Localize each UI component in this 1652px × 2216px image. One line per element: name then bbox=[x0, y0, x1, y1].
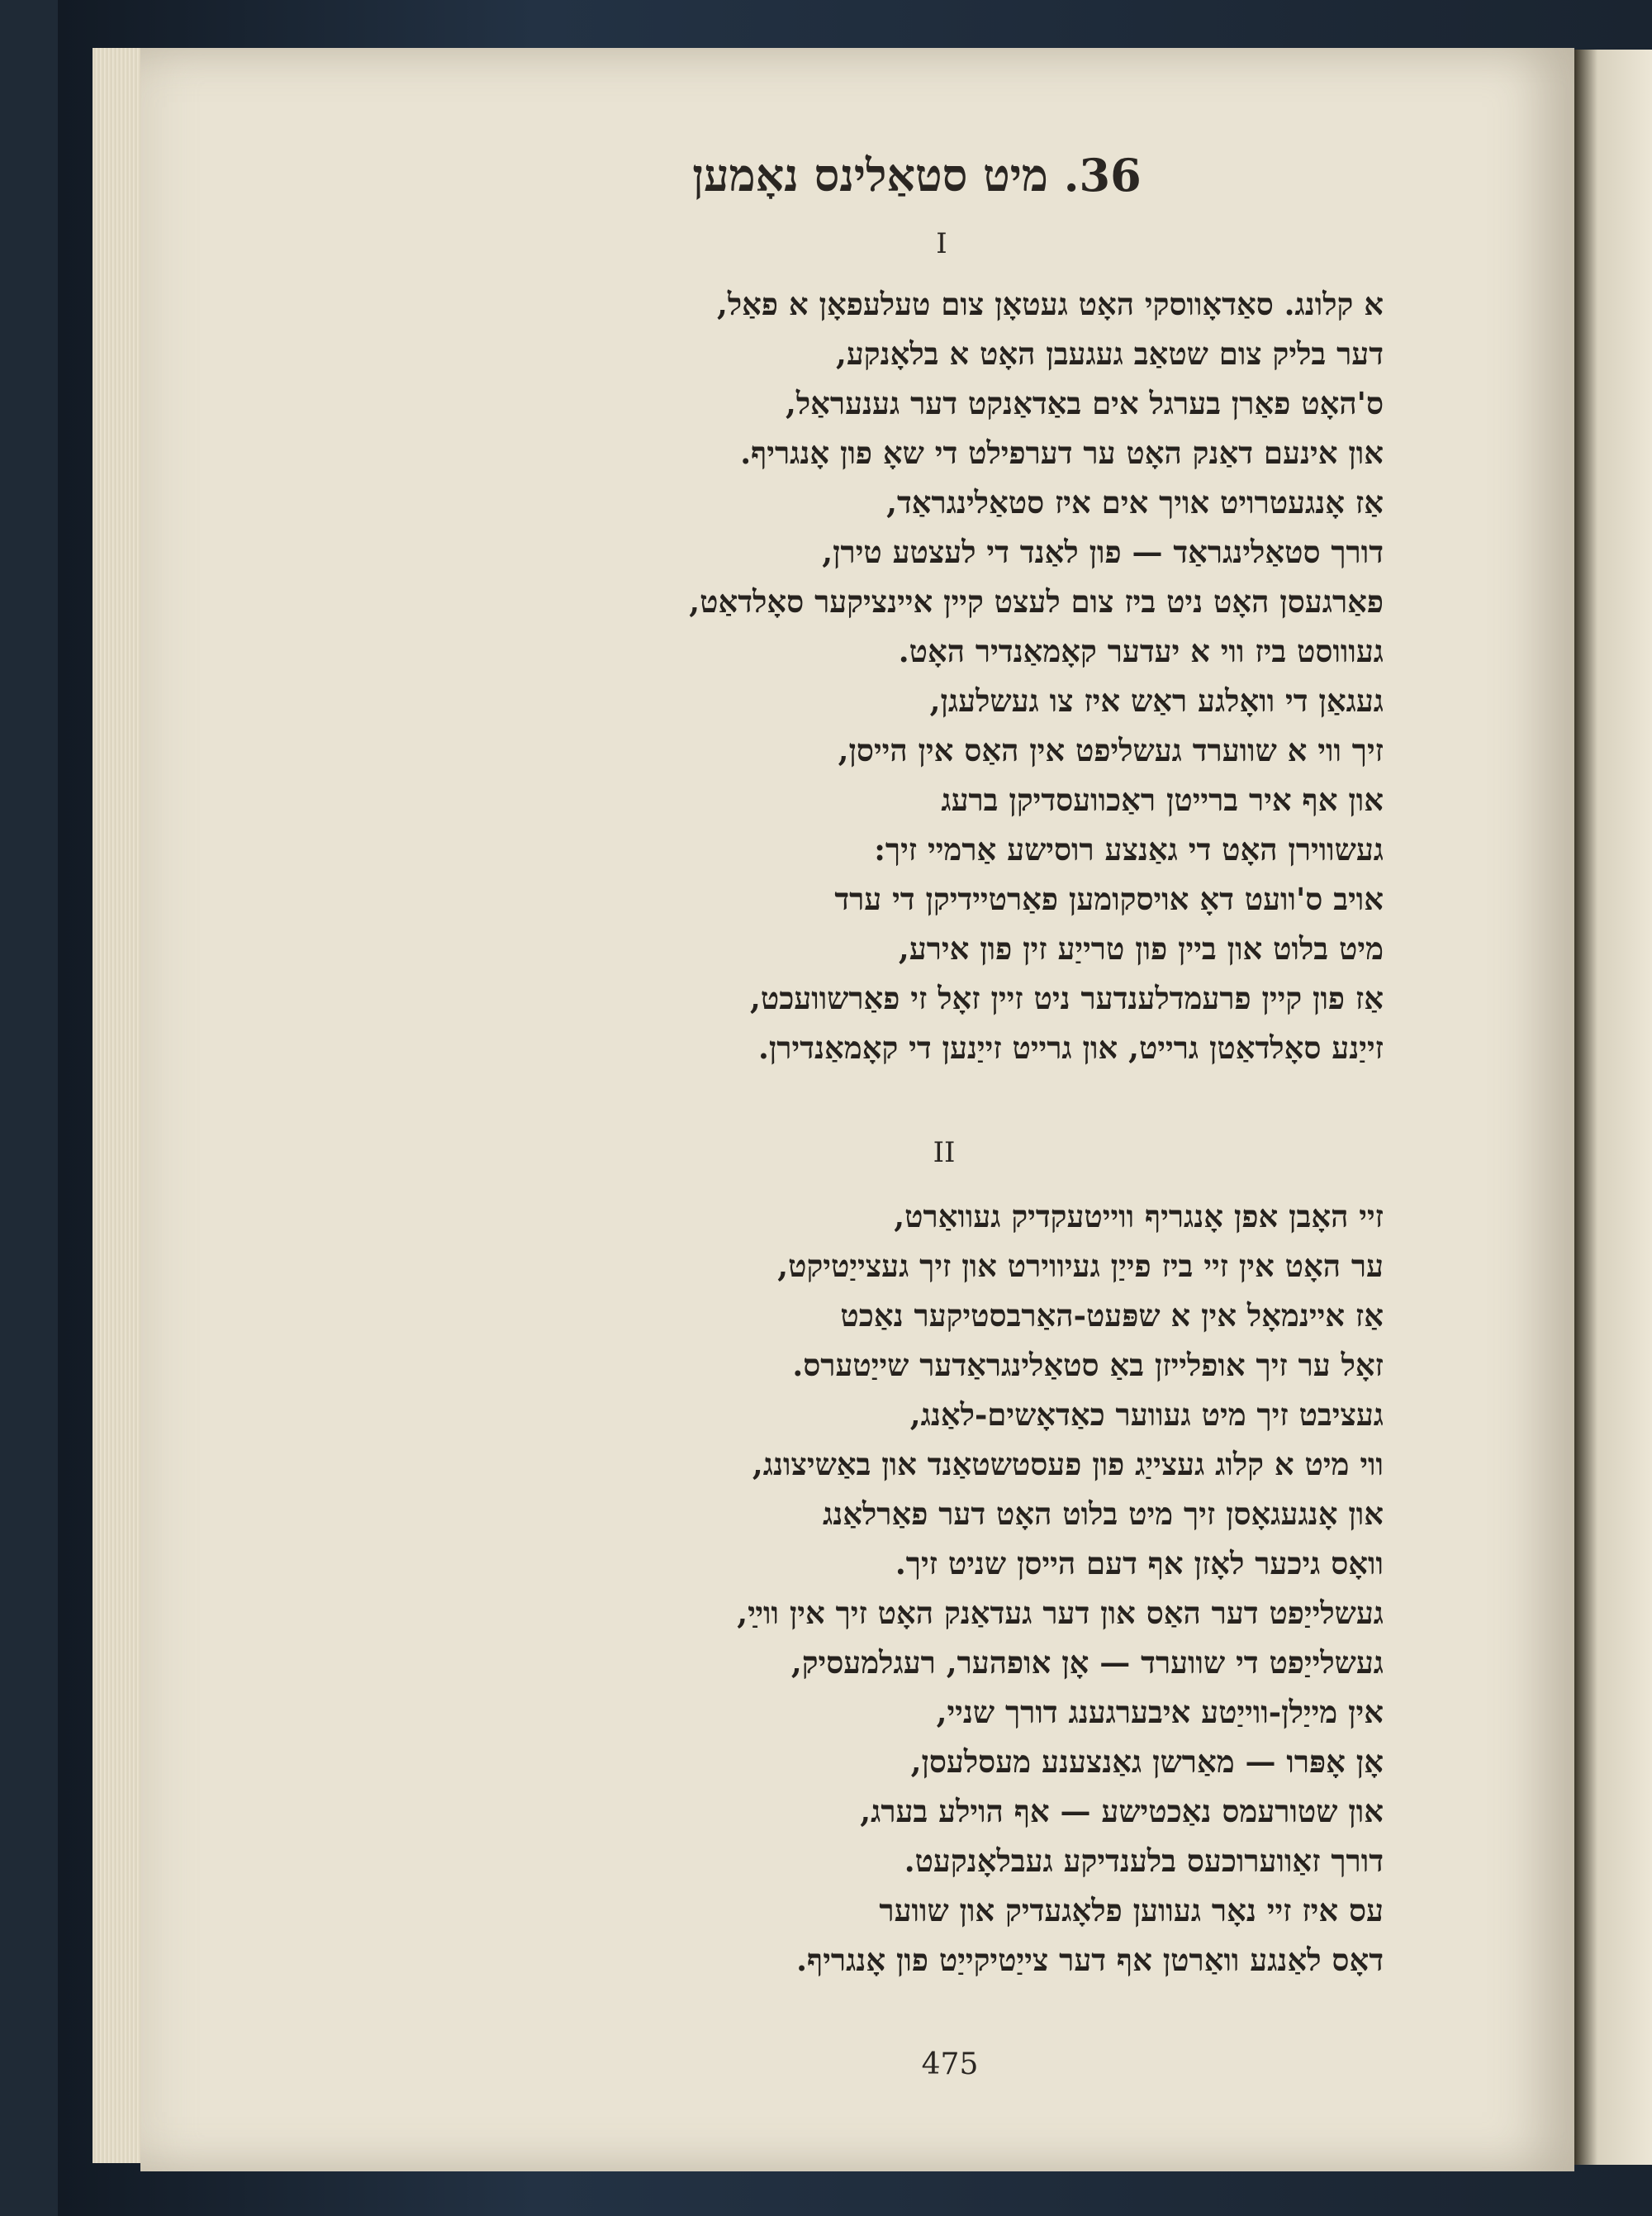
stanza-2 bbox=[463, 1191, 1384, 1985]
poem-line: אַז פון קיין פרעמדלענדער ניט זיין זאָל זי פאַרשוועכט, bbox=[749, 980, 1384, 1016]
poem-line: פאַרגעסן האָט ניט ביז צום לעצט קיין איינציקער סאָלדאַט, bbox=[689, 583, 1384, 620]
stanza-1 bbox=[463, 279, 1384, 1072]
poem-line: וואָס גיכער לאָזן אף דעם הייסן שניט זיך. bbox=[895, 1545, 1384, 1581]
poem-line: א קלונג. סאַדאָווסקי האָט געטאָן צום טעלעפאָן א פאַל, bbox=[716, 286, 1384, 322]
facing-page-edge bbox=[1574, 50, 1652, 2165]
poem-line: זיי האָבן אפן אָנגריף ווייטעקדיק געוואַרט, bbox=[894, 1198, 1384, 1234]
poem-line: דורך סטאַלינגראַד — פון לאַנד די לעצטע טירן, bbox=[822, 534, 1384, 570]
poem-line: געשלייַפט די שווערד — אָן אופהער, רעגלמעסיק, bbox=[790, 1644, 1384, 1681]
poem-line: זייַנע סאָלדאַטן גרייט, און גרייט זייַנען די קאָמאַנדירן. bbox=[757, 1030, 1384, 1066]
poem-line: געגאַן די וואָלגע ראַש איז צו געשלעגן, bbox=[929, 682, 1384, 719]
page-number: 475 bbox=[921, 2047, 979, 2081]
poem-line: און אף איר ברייטן ראַכוועסדיקן ברעג bbox=[941, 782, 1384, 818]
poem-line: געוווסט ביז ווי א יעדער קאָמאַנדיר האָט. bbox=[898, 633, 1384, 669]
poem-line: און אינעם דאַנק האָט ער דערפילט די שאָ פון אָנגריף. bbox=[740, 435, 1384, 471]
poem-line: ווי מיט א קלוג געצייַג פון פעסטשטאַנד און באַשיצונג, bbox=[752, 1446, 1384, 1482]
section-number-1: I bbox=[936, 227, 947, 260]
poem-line: געשלייַפט דער האַס און דער געדאַנק האָט זיך אין ווײַ, bbox=[737, 1595, 1384, 1631]
page-title: 36. מיט סטאַלינס נאָמען bbox=[692, 149, 1142, 202]
poem-line: זאָל ער זיך אופלייזן באַ סטאַלינגראַדער שייַטערס. bbox=[792, 1347, 1384, 1383]
poem-line: דער בליק צום שטאַב געגעבן האָט א בלאָנקע, bbox=[835, 335, 1384, 372]
poem-line: געשווירן האָט די גאַנצע רוסישע אַרמיי זיך: bbox=[874, 831, 1384, 868]
poem-line: אַז אָנגעטרויט אויך אים איז סטאַלינגראַד, bbox=[886, 484, 1384, 521]
poem-line: און שטורעמס נאַכטישע — אף הוילע בערג, bbox=[860, 1793, 1384, 1829]
poem-line: אויב ס'וועט דאָ אויסקומען פאַרטיידיקן די ערד bbox=[834, 881, 1384, 917]
poem-line: דאָס לאַנגע וואַרטן אף דער צייַטיקייַט פון אָנגריף. bbox=[796, 1942, 1384, 1978]
poem-line: ער האָט אין זיי ביז פייַן געיווירט און זיך געצייַטיקט, bbox=[777, 1248, 1384, 1284]
poem-line: און אָנגעגאָסן זיך מיט בלוט האָט דער פאַרלאַנג bbox=[822, 1496, 1384, 1532]
poem-line: געציבט זיך מיט געווער כאַדאָשים-לאַנג, bbox=[909, 1396, 1384, 1433]
poem-line: זיך ווי א שווערד געשליפט אין האַס אין הייסן, bbox=[838, 732, 1384, 768]
poem-line: אָן אָפּרו — מאַרשן גאַנצענע מעסלעסן, bbox=[910, 1743, 1384, 1780]
poem-line: אַז איינמאָל אין א שפּעט-האַרבסטיקער נאַכט bbox=[840, 1297, 1384, 1334]
poem-line: עס איז זיי נאָר געווען פלאָגעדיק און שווער bbox=[879, 1892, 1384, 1928]
section-number-2: II bbox=[933, 1136, 956, 1169]
poem-line: מיט בלוט און ביין פון טרייַע זין פון אירע, bbox=[898, 930, 1384, 967]
poem-line: אין מייַלן-ווייַטע איבערגענג דורך שניי, bbox=[936, 1694, 1384, 1730]
poem-line: דורך זאַווערוכעס בלענדיקע געבלאָנקעט. bbox=[904, 1843, 1384, 1879]
poem-line: ס'האָט פאַרן בערגל אים באַדאַנקט דער גענעראַל, bbox=[785, 385, 1384, 421]
